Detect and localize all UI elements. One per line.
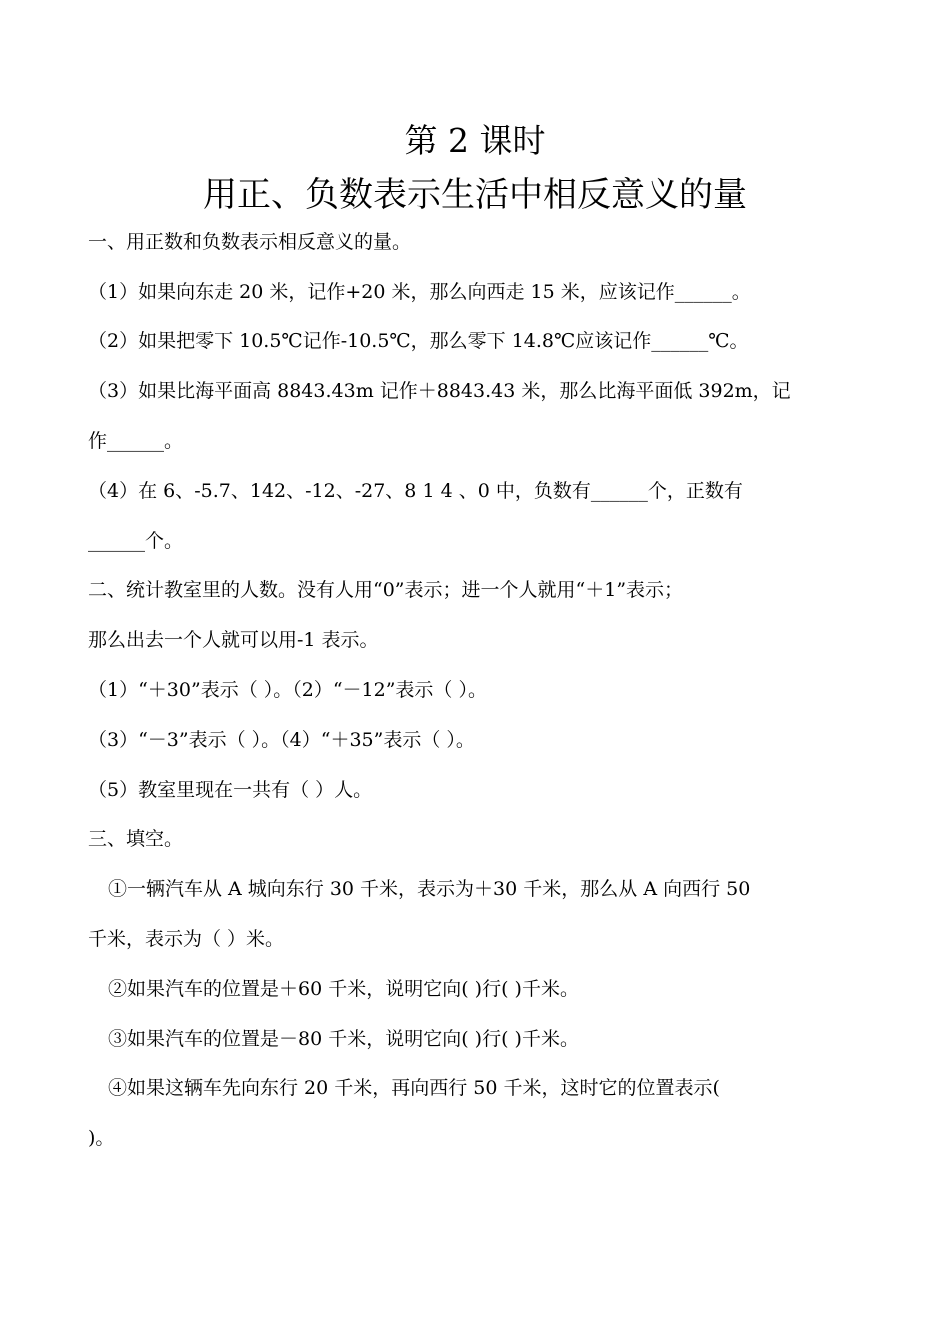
section-2-heading-continued: 那么出去一个人就可以用-1 表示。 — [88, 629, 379, 651]
section-2-question-5: （5）教室里现在一共有（ ）人。 — [88, 779, 373, 801]
section-3-question-1: ①一辆汽车从 A 城向东行 30 千米，表示为＋30 千米，那么从 A 向西行 50 — [108, 878, 751, 900]
section-1-question-3: （3）如果比海平面高 8843.43m 记作＋8843.43 米，那么比海平面低 392m，记 — [88, 380, 791, 402]
main-title: 用正、负数表示生活中相反意义的量 — [203, 175, 747, 215]
section-1-question-1: （1）如果向东走 20 米，记作+20 米，那么向西走 15 米，应该记作______。 — [88, 281, 751, 303]
section-2-heading: 二、统计教室里的人数。没有人用“0”表示；进一个人就用“＋1”表示； — [88, 579, 684, 601]
section-1-heading: 一、用正数和负数表示相反意义的量。 — [88, 231, 412, 253]
lesson-title: 第 2 课时 — [404, 121, 546, 160]
section-3-question-3: ③如果汽车的位置是－80 千米，说明它向( )行( )千米。 — [108, 1028, 579, 1050]
section-3-question-1-continued: 千米，表示为（ ）米。 — [88, 928, 285, 950]
section-3-question-4-continued: )。 — [88, 1127, 115, 1149]
section-2-questions-3-4: （3）“－3”表示（ ）。（4）“＋35”表示（ ）。 — [88, 729, 475, 751]
section-3-question-4: ④如果这辆车先向东行 20 千米，再向西行 50 千米，这时它的位置表示( — [108, 1077, 720, 1099]
section-3-heading: 三、填空。 — [88, 828, 184, 850]
section-1-question-2: （2）如果把零下 10.5℃记作-10.5℃，那么零下 14.8℃应该记作______℃。 — [88, 330, 749, 352]
section-3-question-2: ②如果汽车的位置是＋60 千米，说明它向( )行( )千米。 — [108, 978, 579, 1000]
section-1-question-3-continued: 作______。 — [88, 430, 184, 452]
section-1-question-4-continued: ______个。 — [88, 530, 184, 552]
section-1-question-4: （4）在 6、-5.7、142、-12、-27、8 1 4 、0 中，负数有______个，正数有 — [88, 480, 743, 502]
section-2-questions-1-2: （1）“＋30”表示（ ）。（2）“－12”表示（ ）。 — [88, 679, 487, 701]
